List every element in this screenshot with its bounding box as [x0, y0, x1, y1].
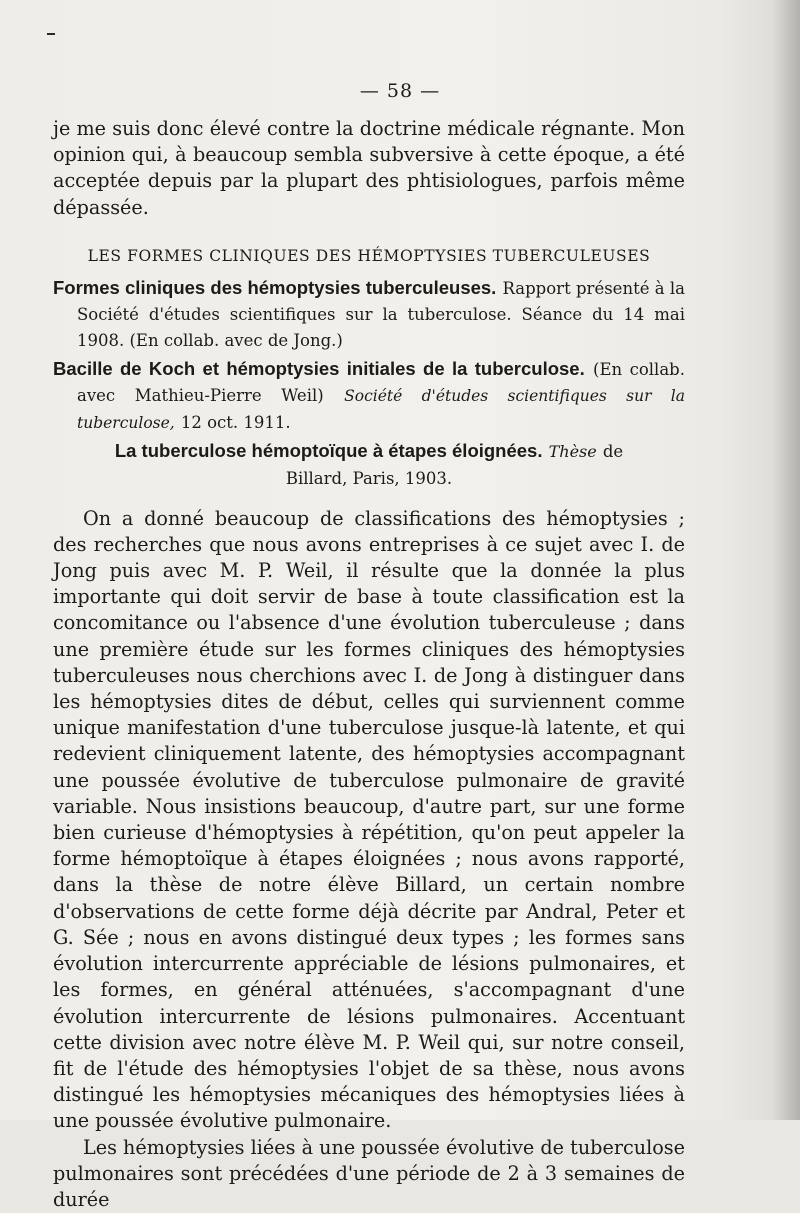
reference-2-date: 12 oct. 1911.: [180, 413, 291, 433]
reference-3: [53, 438, 685, 491]
reference-1: [53, 275, 685, 354]
spacer: [53, 492, 685, 506]
page-number: — 58 —: [359, 80, 441, 102]
reference-1-detail: Rapport présenté à la Société d'études scientifiques sur la tuberculose. Séance du 14 mai 1908. (En collab. avec de Jong.): [77, 279, 686, 351]
page-edge-shadow: [772, 0, 800, 1120]
reference-2-detail: (En collab. avec Mathieu-Pierre Weil): [77, 359, 685, 405]
page-body: [53, 116, 685, 1213]
reference-3-detail: de Billard, Paris, 1903.: [285, 442, 624, 489]
reference-2-title: Bacille de Koch et hémoptysies initiales de la tuberculose.: [53, 357, 585, 379]
section-heading: LES FORMES CLINIQUES DES HÉMOPTYSIES TUBERCULEUSES: [87, 246, 651, 265]
body-paragraph-2: Les hémoptysies liées à une poussée évolutive de tuberculose pulmonaires sont précédées d'une période de 2 à 3 semaines de durée: [53, 1135, 685, 1211]
reference-1-title: Formes cliniques des hémoptysies tuberculeuses.: [53, 277, 497, 299]
reference-2-journal: Société d'études scientifiques sur la tuberculose,: [77, 386, 685, 433]
intro-paragraph: je me suis donc élevé contre la doctrine médicale régnante. Mon opinion qui, à beaucoup sembla subversive à cette époque, a été acceptée depuis par la plupart des phtisiologues, parfois même dépassée.: [53, 117, 685, 219]
reference-3-title: La tuberculose hémoptoïque à étapes éloignées.: [114, 440, 543, 462]
reference-3-these: Thèse: [548, 442, 597, 462]
ink-mark: [47, 33, 55, 35]
reference-2: [53, 356, 685, 437]
body-paragraph-1: On a donné beaucoup de classifications des hémoptysies ; des recherches que nous avons entreprises à ce sujet avec I. de Jong puis avec M. P. Weil, il résulte que la donnée la plus importante qui doit servir de base à toute classification est la concomitance ou l'absence d'une évolution tuberculeuse ; dans une première étude sur les formes cliniques des hémoptysies tuberculeuses nous cherchions avec I. de Jong à distinguer dans les hémoptysies dites de début, celles qui surviennent comme unique manifestation d'une tuberculose jusque-là latente, et qui redevient cliniquement latente, des hémoptysies accompagnant une poussée évolutive de tuberculose pulmonaire de gravité variable. Nous insistions beaucoup, d'autre part, sur une forme bien curieuse d'hémoptysies à répétition, qu'on peut appeler la forme hémoptoïque à étapes éloignées ; nous avons rapporté, dans la thèse de notre élève Billard, un certain nombre d'observations de cette forme déjà décrite par Andral, Peter et G. Sée ; nous en avons distingué deux types ; les formes sans évolution intercurrente appréciable de lésions pulmonaires, et les formes, en général atténuées, s'accompagnant d'une évolution intercurrente de lésions pulmonaires. Accentuant cette division avec notre élève M. P. Weil qui, sur notre conseil, fit de l'étude des hémoptysies l'objet de sa thèse, nous avons distingué les hémoptysies mécaniques des hémoptysies liées à une poussée évolutive pulmonaire.: [53, 506, 685, 1133]
